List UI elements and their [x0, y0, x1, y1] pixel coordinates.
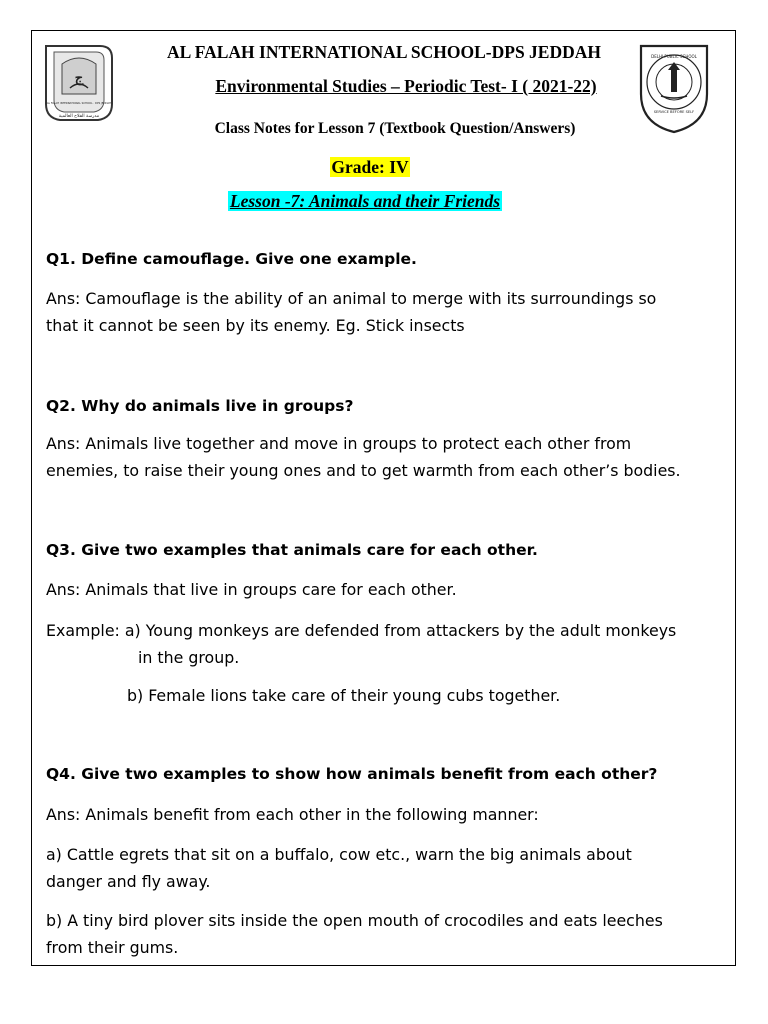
svg-text:SERVICE BEFORE SELF: SERVICE BEFORE SELF	[653, 110, 695, 114]
svg-text:AL FALAH INTERNATIONAL SCHOOL: AL FALAH INTERNATIONAL SCHOOL · DPS JEDDAH	[46, 102, 112, 105]
answer-4-line-3: danger and fly away.	[46, 872, 211, 891]
answer-3-line-4: b) Female lions take care of their young cubs together.	[127, 686, 561, 705]
answer-2-line-1: Ans: Animals live together and move in groups to protect each other from	[46, 434, 632, 453]
svg-text:ج: ج	[74, 71, 84, 86]
answer-4-line-2: a) Cattle egrets that sit on a buffalo, cow etc., warn the big animals about	[46, 845, 632, 864]
question-2: Q2. Why do animals live in groups?	[46, 397, 354, 415]
answer-4-line-5: from their gums.	[46, 938, 179, 957]
answer-3-line-2: Example: a) Young monkeys are defended from attackers by the adult monkeys	[46, 621, 677, 640]
grade-label: Grade: IV	[331, 157, 409, 177]
grade-line	[0, 157, 740, 178]
answer-3-line-3: in the group.	[138, 648, 240, 667]
lesson-title: Lesson -7: Animals and their Friends	[229, 191, 501, 211]
school-name: AL FALAH INTERNATIONAL SCHOOL-DPS JEDDAH	[167, 42, 601, 62]
answer-1-line-1: Ans: Camouflage is the ability of an animal to merge with its surroundings so	[46, 289, 657, 308]
answer-4-line-1: Ans: Animals benefit from each other in the following manner:	[46, 805, 539, 824]
question-3: Q3. Give two examples that animals care for each other.	[46, 541, 538, 559]
lesson-line	[0, 191, 730, 212]
class-notes-title: Class Notes for Lesson 7 (Textbook Question/Answers)	[214, 120, 576, 137]
question-1: Q1. Define camouflage. Give one example.	[46, 250, 417, 268]
answer-1-line-2: that it cannot be seen by its enemy. Eg. Stick insects	[46, 316, 465, 335]
question-4: Q4. Give two examples to show how animals benefit from each other?	[46, 765, 658, 783]
answer-3-line-1: Ans: Animals that live in groups care for each other.	[46, 580, 457, 599]
svg-text:مدرسة الفلاح العالمية: مدرسة الفلاح العالمية	[58, 114, 100, 119]
svg-text:DELHI PUBLIC SCHOOL: DELHI PUBLIC SCHOOL	[651, 54, 697, 59]
subject-title: Environmental Studies – Periodic Test- I ( 2021-22)	[215, 76, 597, 96]
answer-4-line-4: b) A tiny bird plover sits inside the open mouth of crocodiles and eats leeches	[46, 911, 663, 930]
answer-2-line-2: enemies, to raise their young ones and to get warmth from each other’s bodies.	[46, 461, 681, 480]
